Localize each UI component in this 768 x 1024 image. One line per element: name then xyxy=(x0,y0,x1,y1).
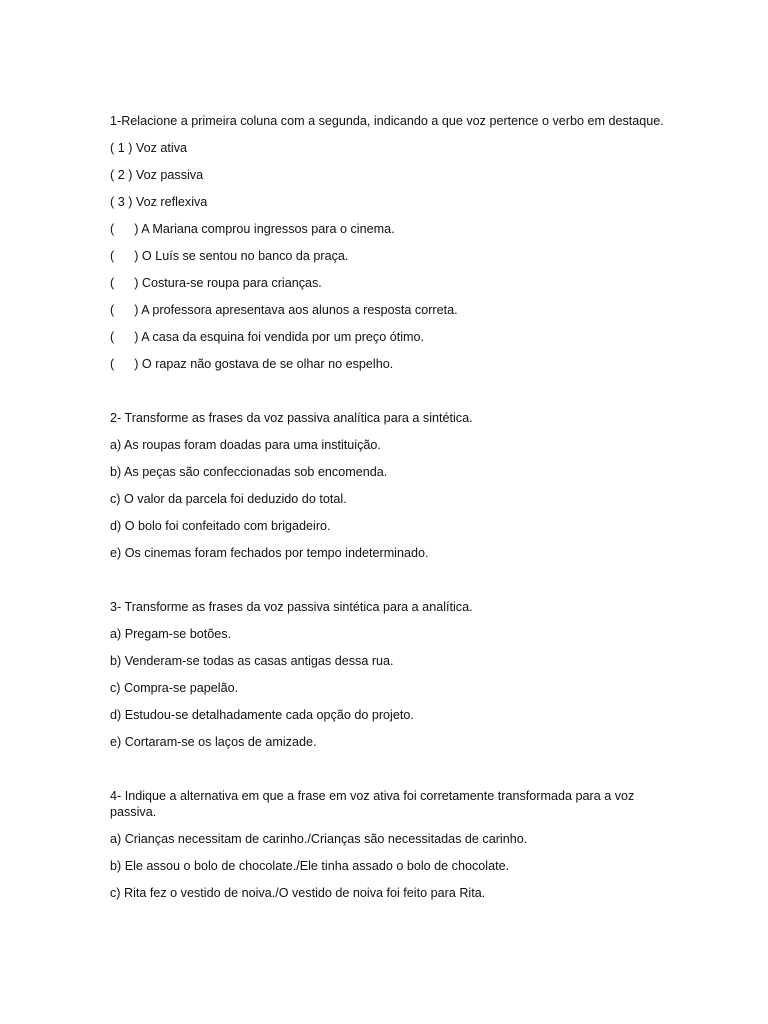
open-paren: ( xyxy=(110,330,115,344)
section-spacer xyxy=(110,761,670,788)
q2-item-c: c) O valor da parcela foi deduzido do total. xyxy=(110,492,347,506)
q3-item-d: d) Estudou-se detalhadamente cada opção do projeto. xyxy=(110,708,414,722)
question-3-prompt: 3- Transforme as frases da voz passiva sintética para a analítica. xyxy=(110,600,473,614)
q2-item-e: e) Os cinemas foram fechados por tempo indeterminado. xyxy=(110,546,429,560)
q3-item-a: a) Pregam-se botões. xyxy=(110,627,232,641)
q1-item-3 xyxy=(110,275,670,291)
open-paren: ( xyxy=(110,222,115,236)
q1-item-text: ) O rapaz não gostava de se olhar no espelho. xyxy=(134,357,394,371)
q4-item-c: c) Rita fez o vestido de noiva./O vestido de noiva foi feito para Rita. xyxy=(110,886,486,900)
q1-item-6 xyxy=(110,356,670,372)
section-spacer xyxy=(110,572,670,599)
section-spacer xyxy=(110,383,670,410)
q4-item-b: b) Ele assou o bolo de chocolate./Ele tinha assado o bolo de chocolate. xyxy=(110,859,510,873)
q1-item-5 xyxy=(110,329,670,345)
q2-item-d: d) O bolo foi confeitado com brigadeiro. xyxy=(110,519,331,533)
open-paren: ( xyxy=(110,303,115,317)
q1-option-3: ( 3 ) Voz reflexiva xyxy=(110,195,208,209)
q1-option-2: ( 2 ) Voz passiva xyxy=(110,168,204,182)
q4-item-a: a) Crianças necessitam de carinho./Crianças são necessitadas de carinho. xyxy=(110,832,528,846)
q3-item-c: c) Compra-se papelão. xyxy=(110,681,239,695)
q1-item-2 xyxy=(110,248,670,264)
document-page xyxy=(110,113,670,912)
q1-item-text: ) A casa da esquina foi vendida por um preço ótimo. xyxy=(134,330,425,344)
question-2-prompt: 2- Transforme as frases da voz passiva analítica para a sintética. xyxy=(110,411,473,425)
question-4-prompt: 4- Indique a alternativa em que a frase em voz ativa foi corretamente transformada para a voz passiva. xyxy=(110,789,635,819)
q2-item-a: a) As roupas foram doadas para uma instituição. xyxy=(110,438,381,452)
question-1-prompt: 1-Relacione a primeira coluna com a segunda, indicando a que voz pertence o verbo em destaque. xyxy=(110,114,664,128)
open-paren: ( xyxy=(110,276,115,290)
q1-item-4 xyxy=(110,302,670,318)
q2-item-b: b) As peças são confeccionadas sob encomenda. xyxy=(110,465,388,479)
q3-item-e: e) Cortaram-se os laços de amizade. xyxy=(110,735,317,749)
q1-item-text: ) A Mariana comprou ingressos para o cinema. xyxy=(134,222,395,236)
q1-option-1: ( 1 ) Voz ativa xyxy=(110,141,187,155)
q1-item-text: ) Costura-se roupa para crianças. xyxy=(134,276,322,290)
open-paren: ( xyxy=(110,357,115,371)
q3-item-b: b) Venderam-se todas as casas antigas dessa rua. xyxy=(110,654,394,668)
open-paren: ( xyxy=(110,249,115,263)
q1-item-1 xyxy=(110,221,670,237)
q1-item-text: ) O Luís se sentou no banco da praça. xyxy=(134,249,349,263)
q1-item-text: ) A professora apresentava aos alunos a resposta correta. xyxy=(134,303,458,317)
